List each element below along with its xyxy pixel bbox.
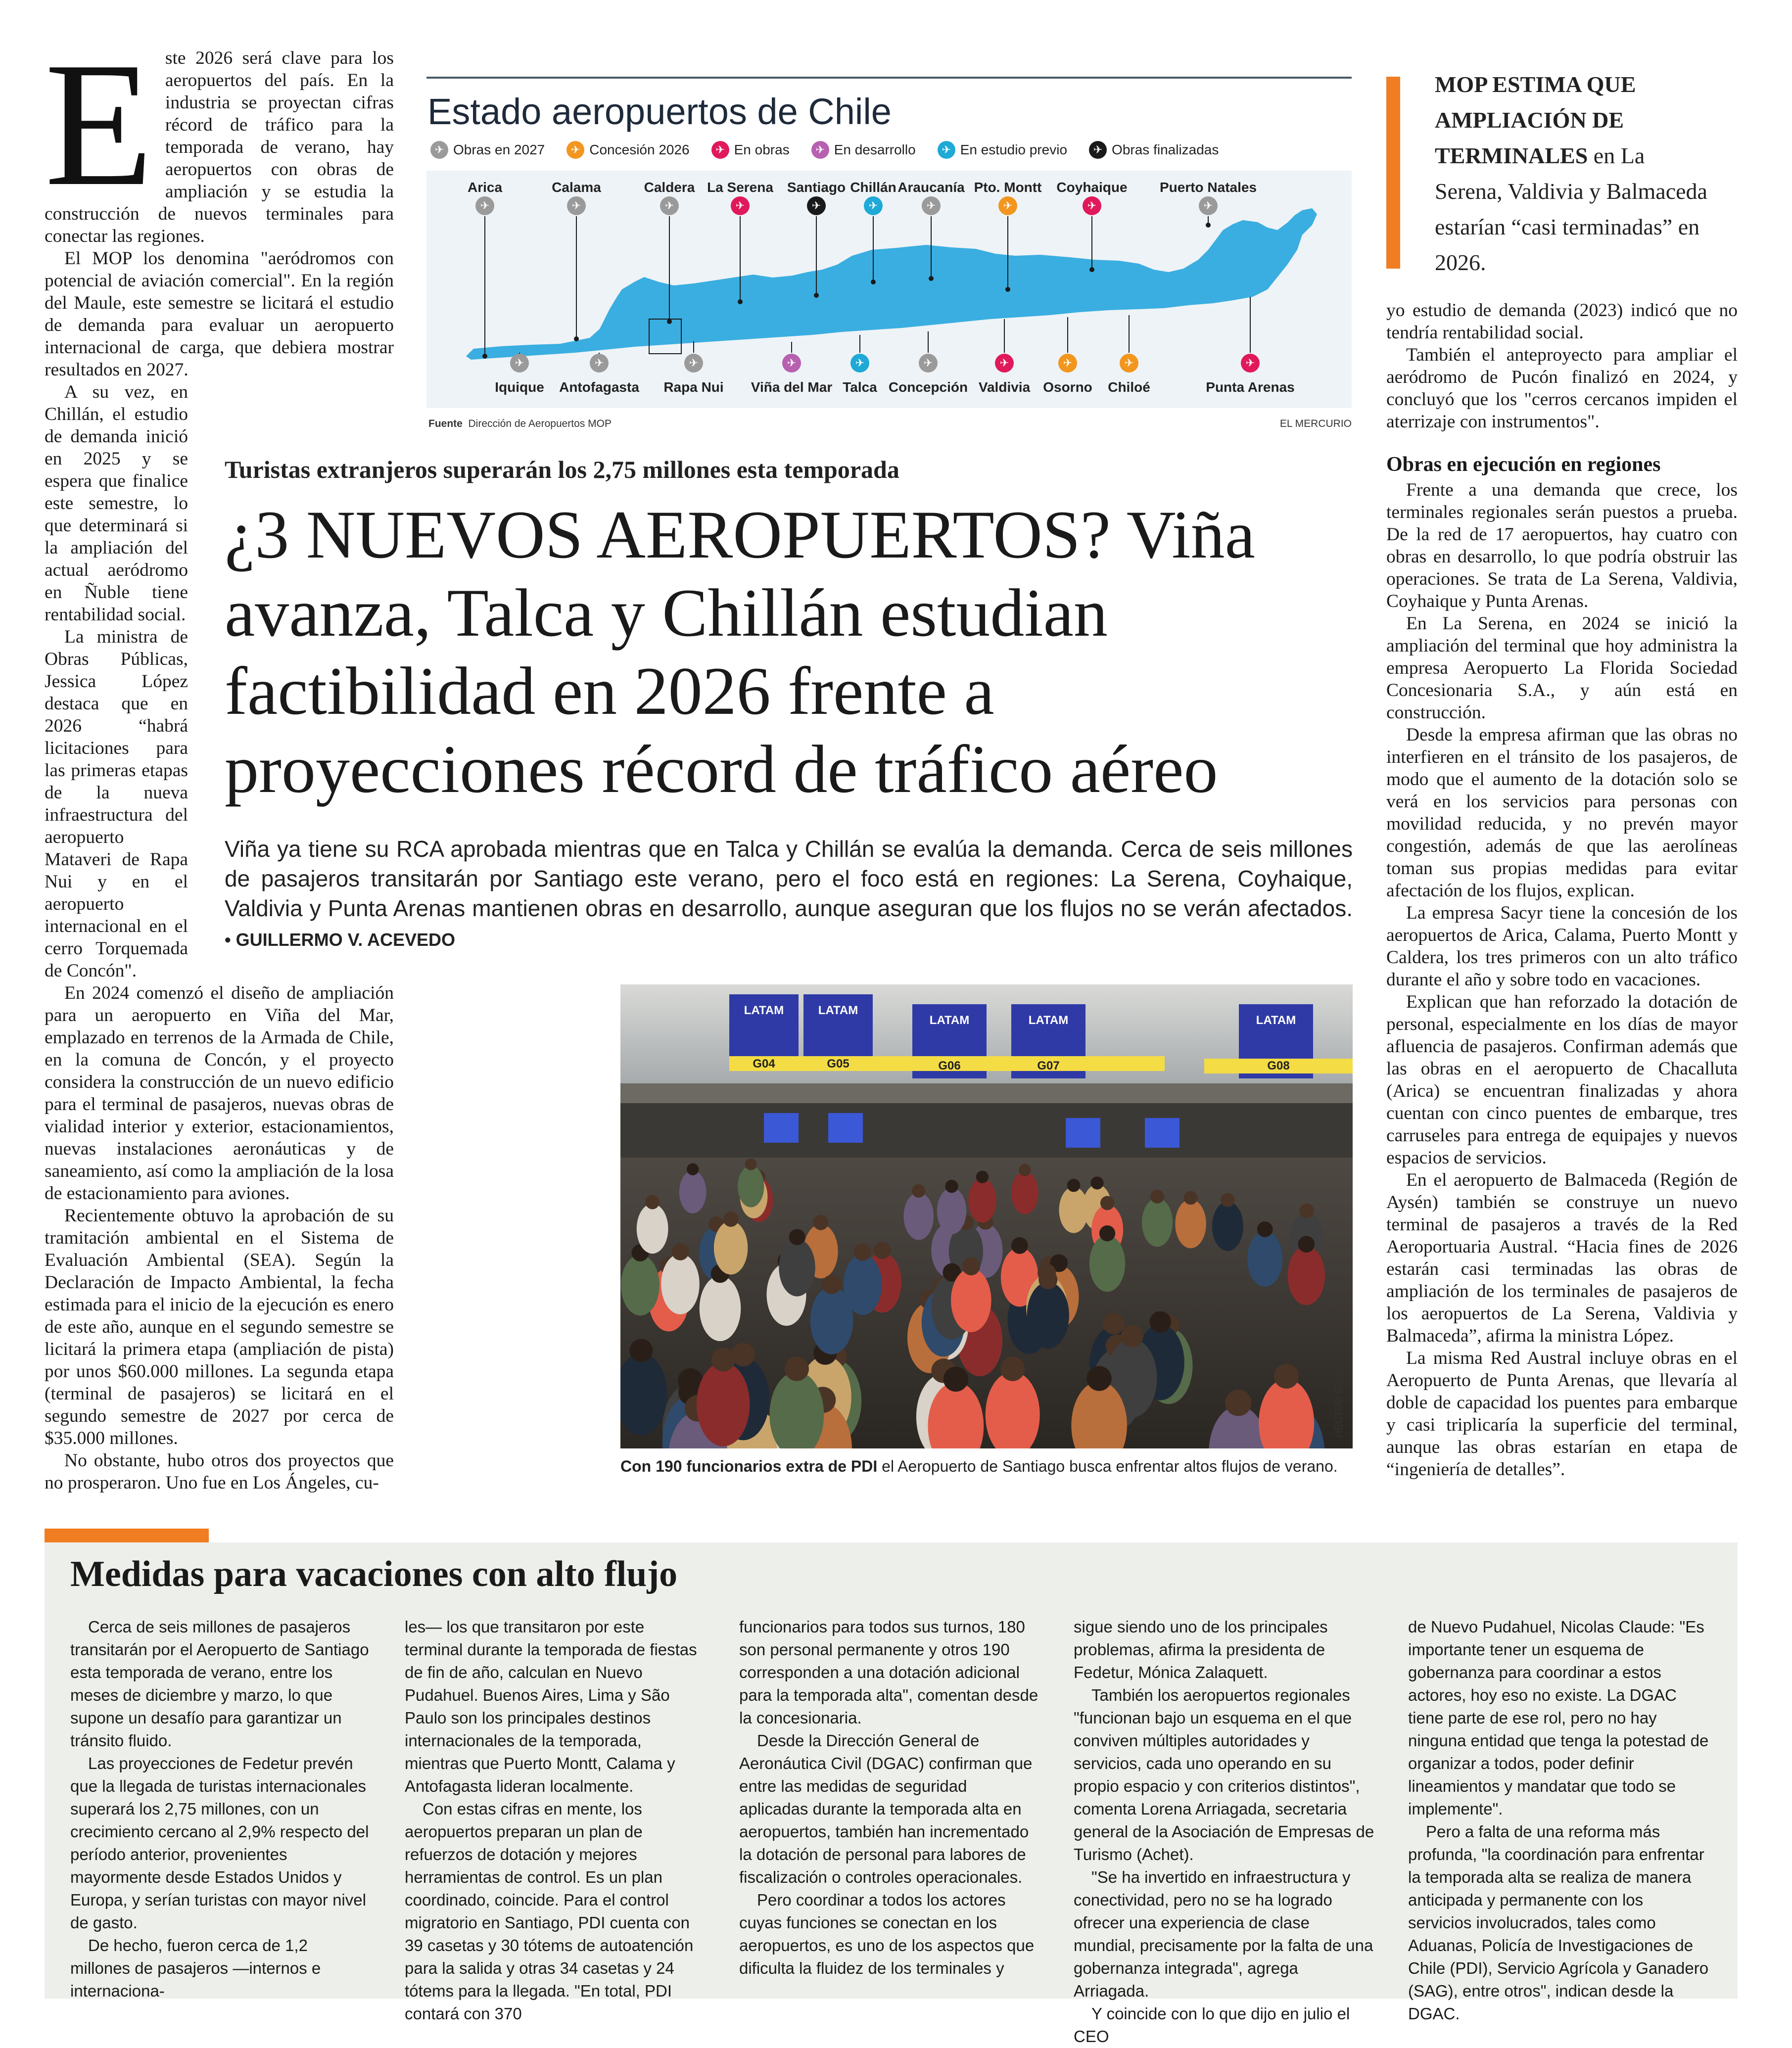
person-head bbox=[711, 1348, 735, 1372]
plane-icon: ✈ bbox=[566, 141, 584, 159]
airport-dot bbox=[814, 293, 818, 297]
plane-icon: ✈ bbox=[430, 141, 448, 159]
box-column: funcionarios para todos sus turnos, 180 son personal permanente y otros 190 corresponden a una dotación adicional para la temporada alta", comentan desde la concesionaria. Desde la Dirección General de Aeronáutica Civil (DGAC) confirman que entre las medidas de seguridad aplicadas durante la temporada alta en aeropuertos, también han incrementado la dotación de personal para labores de fiscalización o controles operacionales. Pero coordinar a todos los actores cuyas funciones se conectan en los aeropuertos, es uno de los aspectos que dificulta la fluidez de los terminales y bbox=[739, 1618, 1038, 1977]
person-head bbox=[945, 1180, 958, 1193]
legend-item: ✈ Concesión 2026 bbox=[566, 141, 689, 159]
person-head bbox=[1121, 1325, 1143, 1347]
airport-dot bbox=[574, 337, 578, 341]
person bbox=[1059, 1187, 1088, 1233]
rapa-nui-island bbox=[661, 335, 667, 341]
photo-illustration bbox=[620, 984, 1353, 1448]
person-head bbox=[789, 1229, 805, 1245]
plane-icon: ✈ bbox=[1199, 196, 1218, 215]
person bbox=[1027, 1282, 1069, 1349]
person-head bbox=[976, 1170, 989, 1183]
person-head bbox=[672, 1243, 689, 1260]
article-headline: ¿3 NUEVOS AEROPUERTOS? Viña avanza, Talca y Chillán estudian factibilidad en 2026 frente a proyecciones récord de tráfico aéreo bbox=[225, 497, 1255, 807]
person bbox=[1142, 1198, 1173, 1247]
bottom-city-label: Concepción bbox=[888, 379, 968, 395]
measures-box bbox=[45, 1542, 1738, 2046]
person-head bbox=[1150, 1190, 1164, 1204]
kiosk bbox=[1066, 1118, 1100, 1148]
box-column: de Nuevo Pudahuel, Nicolas Claude: "Es importante tener un esquema de gobernanza para coordinar a estos actores, hoy eso no existe. La DGAC tiene parte de ese rol, pero no hay ninguna entidad que tenga la potestad de organizar a todos, poder definir lineamientos y mandatar que todo se implemente". Pero a falta de una reforma más profunda, "la coordinación para enfrentar la temporada alta se realiza de manera anticipada y permanente con los servicios involucrados, tales como Aduanas, Policía de Investigaciones de Chile (PDI), Servicio Agrícola y Ganadero (SAG), entre otros", indican desde la DGAC. bbox=[1408, 1618, 1709, 2023]
plane-icon: ✈ bbox=[660, 196, 679, 215]
airport-dot bbox=[483, 354, 487, 358]
gate-label: G06 bbox=[938, 1059, 961, 1072]
map-title: Estado aeropuertos de Chile bbox=[427, 91, 892, 132]
left-paragraph: ste 2026 será clave para los aeropuertos del país. En la industria se proyectan cifras récord de tráfico para la temporada de verano, hay aeropuertos con obras de ampliación y se estudia la construcción de nuevos terminales para conectar las regiones. bbox=[45, 48, 394, 246]
plane-icon: ✈ bbox=[782, 354, 801, 372]
photo-caption: Con 190 funcionarios extra de PDI el Aeropuerto de Santiago busca enfrentar altos flujos de verano. bbox=[620, 1457, 1338, 1475]
plane-icon: ✈ bbox=[1083, 196, 1101, 215]
plane-icon: ✈ bbox=[807, 196, 826, 215]
person-head bbox=[1221, 1193, 1234, 1207]
person bbox=[697, 1362, 750, 1446]
bottom-city-label: Viña del Mar bbox=[751, 379, 833, 395]
person-head bbox=[645, 1195, 660, 1210]
person-head bbox=[943, 1367, 968, 1392]
left-paragraph: En 2024 comenzó el diseño de ampliación para un aeropuerto en Viña del Mar, emplazado en terrenos de la Armada de Chile, en la comuna de Concón, y el proyecto considera la construcción de un nuevo edificio para el terminal de pasajeros, nuevas obras de vialidad interior y exterior, estacionamientos, nuevas instalaciones aeronáuticas y de saneamiento, así como la ampliación de la losa de estacionamiento para aviones. bbox=[45, 983, 394, 1204]
airport-dot bbox=[1006, 287, 1010, 291]
top-city-label: Coyhaique bbox=[1056, 180, 1128, 195]
article-kicker: Turistas extranjeros superarán los 2,75 millones esta temporada bbox=[225, 456, 899, 483]
right-paragraph: La empresa Sacyr tiene la concesión de los aeropuertos de Arica, Calama, Puerto Montt y Caldera, los tres primeros con un alto tráfico durante el año y sobre todo en vacaciones. bbox=[1386, 903, 1738, 990]
top-city-label: Chillán bbox=[850, 180, 896, 195]
plane-icon: ✈ bbox=[998, 196, 1017, 215]
right-paragraph: En el aeropuerto de Balmaceda (Región de Aysén) también se construye un nuevo terminal de pasajeros a través de la Red Aeroportuaria Austral. “Hacia fines de 2026 estarán casi terminadas las obras de ampliación de los terminales de pasajeros de los aeropuertos de La Serena, Valdivia y Balmaceda”, afirma la ministra López. bbox=[1386, 1170, 1738, 1346]
map-top-rule bbox=[426, 77, 1352, 79]
right-paragraph: Explican que han reforzado la dotación de personal, especialmente en los días de mayor afluencia de pasajeros. Confirman además que las obras en el aeropuerto de Chacalluta (Arica) se encuentran finalizadas y ahora cuentan con cinco puentes de embarque, tres carruseles para entrega de equipajes y nuevos espacios de servicios. bbox=[1386, 992, 1738, 1168]
person bbox=[779, 1239, 815, 1297]
top-city-label: Calama bbox=[552, 180, 601, 195]
map-credit: EL MERCURIO bbox=[1279, 418, 1352, 429]
plane-icon: ✈ bbox=[850, 354, 869, 372]
person-head bbox=[785, 1357, 809, 1381]
pullquote: MOP ESTIMA QUE AMPLIACIÓN DE TERMINALES en La Serena, Valdivia y Balmaceda estarían “casi terminadas” en 2026. bbox=[1435, 72, 1707, 275]
plane-icon: ✈ bbox=[567, 196, 586, 215]
legend-item: ✈ En desarrollo bbox=[811, 141, 916, 159]
person-head bbox=[1067, 1179, 1080, 1192]
box-accent-bar bbox=[45, 1529, 209, 1542]
person bbox=[738, 1165, 764, 1207]
plane-icon: ✈ bbox=[995, 354, 1014, 372]
person-head bbox=[1100, 1196, 1115, 1210]
article-byline: GUILLERMO V. ACEVEDO bbox=[236, 930, 455, 950]
map-infographic bbox=[426, 77, 1352, 435]
person bbox=[1288, 1246, 1325, 1305]
left-paragraph: A su vez, en Chillán, el estudio de demanda inició en 2025 y se espera que finalice este semestre, lo que determinará si la ampliación del actual aeródromo en Ñuble tiene rentabilidad social. bbox=[45, 382, 188, 625]
article-lede: Viña ya tiene su RCA aprobada mientras que en Talca y Chillán se evalúa la demanda. Cerca de seis millones de pasajeros transitarán por Santiago este verano, pero el foco está en regiones: La Serena, Coyhaique, Valdivia y Punta Arenas mantienen obras en desarrollo, aunque aseguran que los flujos no se verán afectados. • GUILLERMO V. ACEVEDO bbox=[225, 836, 1353, 950]
person-head bbox=[1257, 1221, 1273, 1237]
person-head bbox=[1299, 1204, 1314, 1218]
right-paragraph: yo estudio de demanda (2023) indicó que no tendría rentabilidad social. bbox=[1386, 300, 1738, 343]
person bbox=[1175, 1200, 1206, 1249]
person bbox=[903, 1193, 934, 1240]
kiosk bbox=[1145, 1118, 1179, 1148]
legend-item: ✈ En estudio previo bbox=[938, 141, 1067, 159]
person bbox=[1089, 1235, 1125, 1292]
plane-icon: ✈ bbox=[684, 354, 703, 372]
person-head bbox=[1274, 1364, 1299, 1389]
plane-icon: ✈ bbox=[864, 196, 883, 215]
latam-sign-label: LATAM bbox=[1256, 1014, 1296, 1027]
person-head bbox=[1019, 1164, 1031, 1176]
person-head bbox=[813, 1215, 828, 1230]
right-paragraph: En La Serena, en 2024 se inició la ampliación del terminal que hoy administra la empresa Aeropuerto La Florida Sociedad Concesionaria S.A., y aún está en construcción. bbox=[1386, 613, 1738, 723]
bottom-city-label: Iquique bbox=[495, 379, 544, 395]
airport-dot bbox=[738, 300, 742, 304]
gate-label: G04 bbox=[753, 1057, 775, 1071]
top-city-label: La Serena bbox=[707, 180, 773, 195]
legend-item: ✈ En obras bbox=[711, 141, 790, 159]
photo-credit: HÉCTOR FLORES bbox=[1333, 1353, 1345, 1438]
left-paragraph: El MOP los denomina "aeródromos con potencial de aviación comercial". En la región del Maule, este semestre se licitará el estudio de demanda para evaluar un aeropuerto internacional de carga, que debiera mostrar resultados en 2027. bbox=[45, 248, 394, 380]
bottom-city-label: Osorno bbox=[1043, 379, 1092, 395]
kiosk-row bbox=[620, 1103, 1353, 1158]
person-head bbox=[723, 1211, 739, 1227]
box-column: Cerca de seis millones de pasajeros transitarán por el Aeropuerto de Santiago esta temporada de verano, entre los meses de diciembre y marzo, lo que supone un desafío para garantizar un tránsito fluido. Las proyecciones de Fedetur prevén que la llegada de turistas internacionales superará los 2,75 millones, con un crecimiento cercano al 2,9% respecto del período anterior, provenientes mayormente desde Estados Unidos y Europa, y serían turistas con mayor nivel de gasto. De hecho, fueron cerca de 1,2 millones de pasajeros —internos e internaciona- bbox=[70, 1618, 369, 2000]
airport-dot bbox=[871, 280, 875, 284]
top-city-label: Pto. Montt bbox=[974, 180, 1042, 195]
person-head bbox=[687, 1163, 699, 1175]
person-head bbox=[1184, 1191, 1198, 1205]
left-paragraph: No obstante, hubo otros dos proyectos que no prosperaron. Uno fue en Los Ángeles, cu- bbox=[45, 1450, 394, 1493]
latam-sign-label: LATAM bbox=[929, 1014, 970, 1027]
plane-icon: ✈ bbox=[475, 196, 494, 215]
person-head bbox=[1225, 1390, 1251, 1416]
person-head bbox=[745, 1159, 757, 1170]
latam-sign-label: LATAM bbox=[1028, 1014, 1069, 1027]
person-head bbox=[1090, 1176, 1103, 1189]
airport-dot bbox=[929, 277, 933, 280]
top-city-label: Caldera bbox=[644, 180, 695, 195]
gate-label: G05 bbox=[827, 1057, 849, 1071]
person-head bbox=[1011, 1237, 1028, 1254]
plane-icon: ✈ bbox=[938, 141, 955, 159]
plane-icon: ✈ bbox=[922, 196, 941, 215]
bottom-city-label: Chiloé bbox=[1108, 379, 1150, 395]
top-city-label: Santiago bbox=[787, 180, 846, 195]
person-head bbox=[854, 1244, 871, 1261]
person-head bbox=[1000, 1357, 1025, 1381]
person-head bbox=[962, 1257, 980, 1275]
bottom-city-label: Rapa Nui bbox=[663, 379, 724, 395]
person-head bbox=[630, 1339, 653, 1362]
bottom-city-label: Talca bbox=[843, 379, 877, 395]
person-head bbox=[874, 1242, 891, 1259]
plane-icon: ✈ bbox=[1089, 141, 1107, 159]
map-legend bbox=[430, 141, 1351, 159]
left-paragraph: La ministra de Obras Públicas, Jessica López destaca que en 2026 “habrá licitaciones para las primeras etapas de la nueva infraestructura del aeropuerto Mataveri de Rapa Nui y en el aeropuerto internacional en el cerro Torquemada de Concón". bbox=[45, 627, 188, 981]
person-head bbox=[912, 1184, 925, 1198]
person bbox=[621, 1255, 660, 1316]
person-head bbox=[1099, 1225, 1115, 1241]
person-head bbox=[731, 1343, 755, 1366]
person-head bbox=[1103, 1313, 1125, 1335]
bottom-city-label: Antofagasta bbox=[559, 379, 639, 395]
person bbox=[1011, 1171, 1038, 1214]
pullquote-accent-bar bbox=[1386, 77, 1400, 269]
right-paragraph: Frente a una demanda que crece, los terminales regionales serán puestos a prueba. De la red de 17 aeropuertos, hay cuatro con obras en desarrollo, lo que podría obstruir las operaciones. Se trata de La Serena, Valdivia, Coyhaique y Punta Arenas. bbox=[1386, 480, 1738, 611]
person bbox=[1247, 1231, 1282, 1287]
legend-item: ✈ Obras en 2027 bbox=[430, 141, 545, 159]
airport-photo bbox=[620, 984, 1353, 1448]
person bbox=[714, 1221, 748, 1274]
person bbox=[968, 1178, 996, 1223]
map-source: Fuente Dirección de Aeropuertos MOP bbox=[428, 418, 612, 429]
person-head bbox=[1038, 1270, 1057, 1289]
legend-item: ✈ Obras finalizadas bbox=[1089, 141, 1219, 159]
latam-sign-label: LATAM bbox=[818, 1004, 858, 1017]
airport-dot bbox=[667, 320, 671, 324]
right-column bbox=[1386, 299, 1738, 1481]
bottom-city-label: Punta Arenas bbox=[1206, 379, 1295, 395]
person bbox=[661, 1254, 700, 1314]
box-title: Medidas para vacaciones con alto flujo bbox=[70, 1554, 678, 1594]
drop-cap: E bbox=[45, 25, 153, 223]
person bbox=[637, 1204, 668, 1254]
plane-icon: ✈ bbox=[510, 354, 529, 372]
person bbox=[810, 1287, 853, 1354]
kiosk bbox=[764, 1113, 799, 1143]
person bbox=[679, 1171, 707, 1213]
article-lede-block bbox=[225, 834, 1353, 955]
plane-icon: ✈ bbox=[811, 141, 829, 159]
airport-dot bbox=[1206, 223, 1210, 227]
person-head bbox=[1298, 1236, 1315, 1253]
photo-credit-side bbox=[1356, 1365, 1370, 1449]
right-paragraph: También el anteproyecto para ampliar el aeródromo de Pucón finalizó en 2024, y concluyó que los "cerros cercanos impiden el aterrizaje con instrumentos". bbox=[1386, 345, 1738, 432]
gate-label: G07 bbox=[1037, 1059, 1060, 1072]
plane-icon: ✈ bbox=[731, 196, 750, 215]
right-subhead: Obras en ejecución en regiones bbox=[1386, 453, 1661, 476]
person bbox=[1212, 1202, 1243, 1251]
plane-icon: ✈ bbox=[1058, 354, 1077, 372]
bottom-city-label: Valdivia bbox=[978, 379, 1031, 395]
kiosk bbox=[828, 1113, 863, 1143]
top-city-label: Araucanía bbox=[897, 180, 965, 195]
plane-icon: ✈ bbox=[1120, 354, 1138, 372]
top-city-label: Arica bbox=[467, 180, 503, 195]
plane-icon: ✈ bbox=[590, 354, 609, 372]
person bbox=[937, 1188, 966, 1234]
left-paragraph: Recientemente obtuvo la aprobación de su tramitación ambiental en el Sistema de Evaluación Ambiental (SEA). Según la Declaración de Impacto Ambiental, la fecha estimada para el inicio de la ejecución es enero de este año, aunque en el segundo semestre se licitará la primera etapa (ampliación de pista) por unos $60.000 millones. La segunda etapa (terminal de pasajeros) se licitará en el segundo semestre de 2027 por cerca de $35.000 millones. bbox=[45, 1206, 394, 1448]
right-paragraph: Desde la empresa afirman que las obras no interfieren en el tránsito de los pasajeros, de modo que el aumento de la dotación solo se verá en los servicios para personas con movilidad reducida, y no prevén mayor congestión, además de que las aerolíneas toman sus propias medidas para evitar afectación de los flujos, explican. bbox=[1386, 725, 1738, 901]
right-paragraph: La misma Red Austral incluye obras en el Aeropuerto de Punta Arenas, que llevaría al doble de capacidad los puentes para embarque y casi triplicaría la superficie del terminal, aunque las obras estarían en etapa de “ingeniería de detalles”. bbox=[1386, 1348, 1738, 1480]
gate-label: G08 bbox=[1267, 1059, 1290, 1072]
top-city-label: Puerto Natales bbox=[1159, 180, 1257, 195]
person bbox=[951, 1268, 991, 1332]
plane-icon: ✈ bbox=[711, 141, 729, 159]
person-head bbox=[822, 1275, 842, 1294]
plane-icon: ✈ bbox=[919, 354, 938, 372]
airport-dot bbox=[1090, 268, 1094, 272]
person-head bbox=[1150, 1311, 1171, 1333]
plane-icon: ✈ bbox=[1241, 354, 1260, 372]
box-column: les— los que transitaron por este terminal durante la temporada de fiestas de fin de año, calculan en Nuevo Pudahuel. Buenos Aires, Lima y São Paulo son los principales destinos internacionales de la temporada, mientras que Puerto Montt, Calama y Antofagasta lideran localmente. Con estas cifras en mente, los aeropuertos preparan un plan de refuerzos de dotación y mejores herramientas de control. Es un plan coordinado, coincide. Para el control migratorio en Santiago, PDI cuenta con 39 casetas y 30 tótems de autoatención para la salida y otras 34 casetas y 24 tótems para la llegada. "En total, PDI contará con 370 bbox=[405, 1618, 697, 2023]
latam-sign-label: LATAM bbox=[744, 1004, 784, 1017]
box-column: sigue siendo uno de los principales problemas, afirma la presidenta de Fedetur, Mónica Zalaquett. También los aeropuertos regionales "funcionan bajo un esquema en el que conviven múltiples autoridades y servicios, cada uno operando en su propio espacio y con criterios distintos", comenta Lorena Arriagada, secretaria general de la Asociación de Empresas de Turismo (Achet). "Se ha invertido en infraestructura y conectividad, pero no se ha logrado ofrecer una experiencia de clase mundial, precisamente por la falta de una gobernanza integrada", agrega Arriagada. Y coincide con lo que dijo en julio el CEO bbox=[1074, 1618, 1374, 2046]
person bbox=[700, 1276, 741, 1341]
person-head bbox=[1086, 1366, 1111, 1391]
